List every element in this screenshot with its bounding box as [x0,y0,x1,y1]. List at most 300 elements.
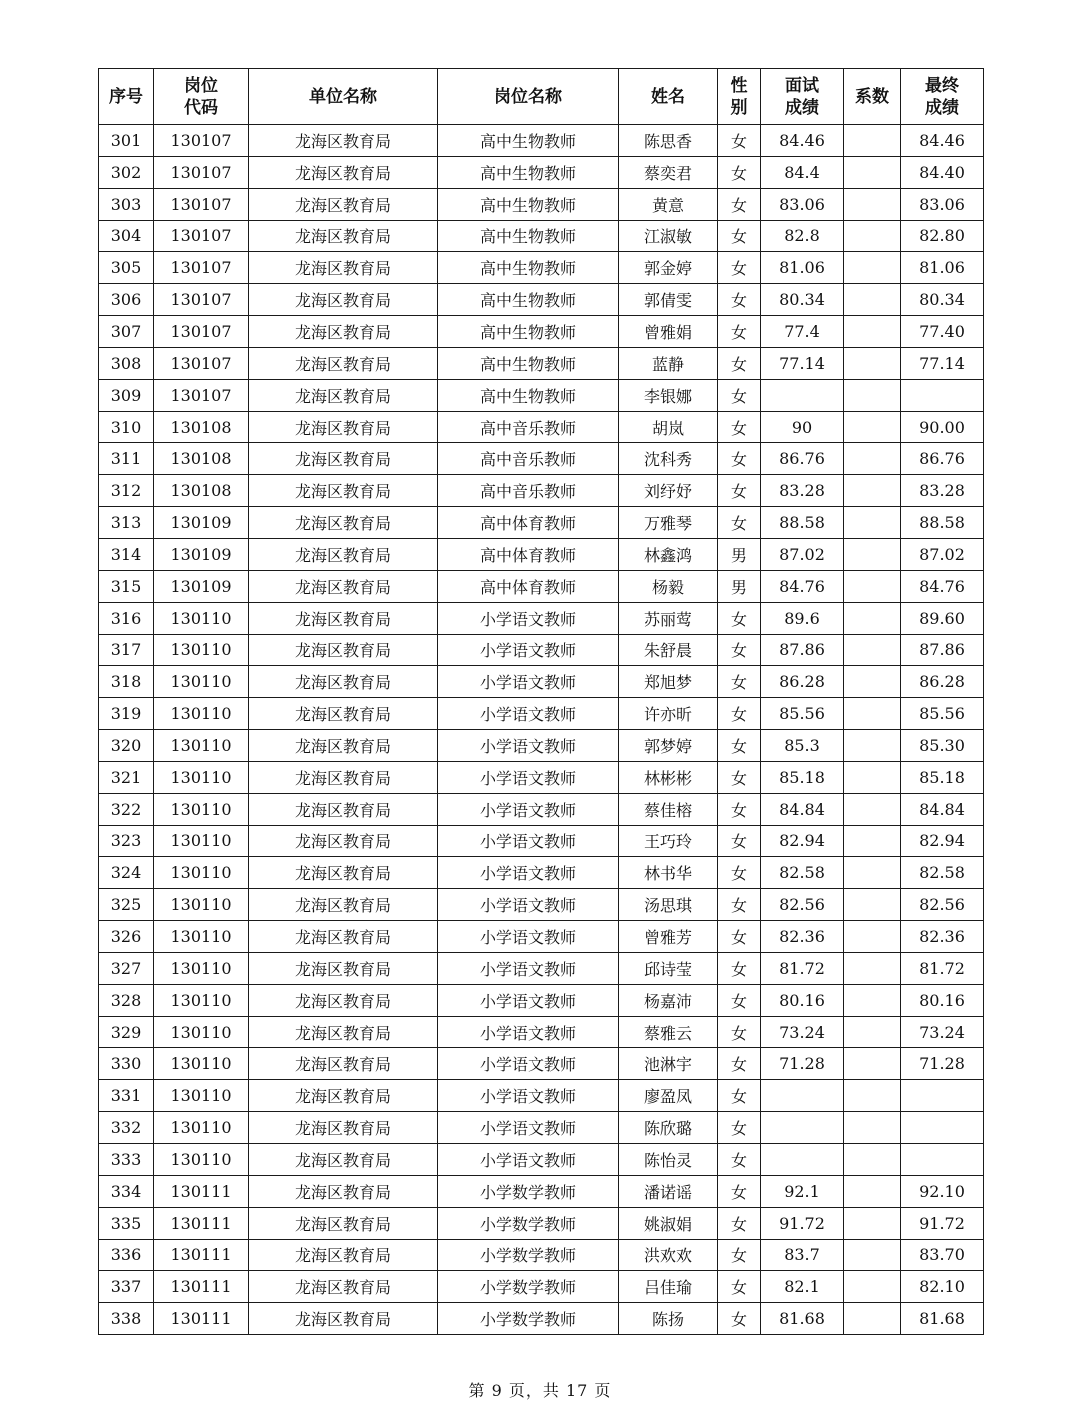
cell-unit: 龙海区教育局 [249,316,438,348]
cell-unit: 龙海区教育局 [249,1016,438,1048]
cell-interview: 83.06 [761,188,844,220]
cell-name: 廖盈凤 [619,1080,718,1112]
cell-coef [844,570,901,602]
cell-final: 77.14 [901,347,984,379]
cell-gender: 女 [718,1271,761,1303]
header-coef-label: 系数 [855,86,889,107]
table-row [99,698,984,730]
cell-final: 82.36 [901,921,984,953]
cell-gender: 女 [718,1207,761,1239]
cell-coef [844,984,901,1016]
cell-final: 82.56 [901,889,984,921]
cell-seq: 328 [99,984,154,1016]
cell-name: 刘纾妤 [619,475,718,507]
cell-coef [844,1112,901,1144]
cell-unit: 龙海区教育局 [249,761,438,793]
cell-seq: 333 [99,1144,154,1176]
cell-coef [844,1271,901,1303]
cell-interview: 83.7 [761,1239,844,1271]
table-row [99,188,984,220]
cell-gender: 女 [718,1239,761,1271]
cell-code: 130110 [154,921,249,953]
cell-coef [844,952,901,984]
cell-unit: 龙海区教育局 [249,411,438,443]
cell-position: 小学语文教师 [438,602,619,634]
cell-gender: 女 [718,1112,761,1144]
table-row [99,507,984,539]
cell-code: 130107 [154,188,249,220]
cell-seq: 326 [99,921,154,953]
cell-code: 130109 [154,507,249,539]
cell-interview [761,1112,844,1144]
cell-final: 82.80 [901,220,984,252]
table-row [99,220,984,252]
cell-gender: 女 [718,284,761,316]
cell-interview: 81.72 [761,952,844,984]
cell-gender: 女 [718,825,761,857]
cell-code: 130109 [154,538,249,570]
table-row [99,538,984,570]
cell-gender: 女 [718,1048,761,1080]
cell-name: 陈思香 [619,125,718,157]
cell-position: 高中体育教师 [438,507,619,539]
cell-final: 85.18 [901,761,984,793]
cell-coef [844,475,901,507]
cell-name: 吕佳瑜 [619,1271,718,1303]
cell-code: 130110 [154,889,249,921]
cell-unit: 龙海区教育局 [249,984,438,1016]
cell-interview: 84.76 [761,570,844,602]
cell-unit: 龙海区教育局 [249,634,438,666]
cell-code: 130110 [154,698,249,730]
cell-code: 130110 [154,666,249,698]
cell-gender: 女 [718,1175,761,1207]
cell-code: 130110 [154,984,249,1016]
cell-code: 130110 [154,602,249,634]
cell-seq: 310 [99,411,154,443]
cell-coef [844,1175,901,1207]
cell-coef [844,793,901,825]
cell-interview: 87.02 [761,538,844,570]
cell-interview: 82.1 [761,1271,844,1303]
table-row [99,1175,984,1207]
cell-interview: 85.18 [761,761,844,793]
cell-gender: 女 [718,921,761,953]
cell-gender: 女 [718,952,761,984]
table-row [99,316,984,348]
cell-unit: 龙海区教育局 [249,1207,438,1239]
cell-code: 130110 [154,1112,249,1144]
cell-name: 潘诺谣 [619,1175,718,1207]
cell-gender: 女 [718,188,761,220]
cell-position: 小学语文教师 [438,825,619,857]
cell-gender: 女 [718,889,761,921]
cell-code: 130110 [154,730,249,762]
cell-unit: 龙海区教育局 [249,347,438,379]
cell-coef [844,188,901,220]
header-interview-line1: 面试 [785,75,819,96]
cell-unit: 龙海区教育局 [249,1144,438,1176]
cell-name: 林彬彬 [619,761,718,793]
header-code-line1: 岗位 [184,75,218,96]
cell-name: 王巧玲 [619,825,718,857]
cell-code: 130107 [154,347,249,379]
cell-unit: 龙海区教育局 [249,666,438,698]
cell-unit: 龙海区教育局 [249,379,438,411]
cell-name: 林书华 [619,857,718,889]
cell-position: 高中音乐教师 [438,411,619,443]
cell-position: 小学语文教师 [438,1048,619,1080]
cell-name: 曾雅娟 [619,316,718,348]
table-row [99,252,984,284]
table-row [99,125,984,157]
cell-code: 130108 [154,475,249,507]
header-gender [718,69,761,125]
cell-coef [844,1207,901,1239]
cell-seq: 336 [99,1239,154,1271]
table-row [99,1239,984,1271]
cell-unit: 龙海区教育局 [249,1175,438,1207]
cell-seq: 329 [99,1016,154,1048]
cell-unit: 龙海区教育局 [249,156,438,188]
cell-gender: 女 [718,634,761,666]
cell-final: 86.28 [901,666,984,698]
cell-code: 130110 [154,825,249,857]
cell-interview: 84.4 [761,156,844,188]
cell-position: 高中生物教师 [438,220,619,252]
cell-unit: 龙海区教育局 [249,825,438,857]
cell-interview: 84.84 [761,793,844,825]
cell-name: 池淋宇 [619,1048,718,1080]
cell-code: 130107 [154,379,249,411]
cell-final: 81.68 [901,1303,984,1335]
cell-unit: 龙海区教育局 [249,1303,438,1335]
cell-position: 小学语文教师 [438,1144,619,1176]
cell-name: 洪欢欢 [619,1239,718,1271]
cell-name: 许亦昕 [619,698,718,730]
cell-gender: 女 [718,1080,761,1112]
header-row [99,69,984,125]
cell-position: 小学语文教师 [438,857,619,889]
table-row [99,1271,984,1303]
header-final-line1: 最终 [925,75,959,96]
cell-interview: 82.8 [761,220,844,252]
cell-seq: 331 [99,1080,154,1112]
cell-final: 85.56 [901,698,984,730]
cell-unit: 龙海区教育局 [249,443,438,475]
cell-gender: 女 [718,379,761,411]
header-seq-label: 序号 [109,86,143,107]
cell-position: 小学语文教师 [438,952,619,984]
cell-seq: 303 [99,188,154,220]
cell-final [901,1080,984,1112]
cell-name: 朱舒晨 [619,634,718,666]
cell-position: 高中生物教师 [438,284,619,316]
cell-interview: 82.58 [761,857,844,889]
cell-final: 81.06 [901,252,984,284]
cell-seq: 312 [99,475,154,507]
table-body [99,125,984,1335]
table-row [99,570,984,602]
cell-name: 陈欣璐 [619,1112,718,1144]
cell-seq: 332 [99,1112,154,1144]
header-code-line2: 代码 [184,97,218,118]
cell-name: 江淑敏 [619,220,718,252]
cell-code: 130107 [154,284,249,316]
table-row [99,379,984,411]
table-row [99,1048,984,1080]
cell-coef [844,1144,901,1176]
cell-position: 小学语文教师 [438,984,619,1016]
cell-final: 82.10 [901,1271,984,1303]
cell-position: 高中生物教师 [438,125,619,157]
cell-unit: 龙海区教育局 [249,252,438,284]
cell-interview: 91.72 [761,1207,844,1239]
cell-gender: 女 [718,761,761,793]
cell-interview: 82.56 [761,889,844,921]
header-final-line2: 成绩 [925,97,959,118]
table-row [99,1080,984,1112]
cell-gender: 女 [718,252,761,284]
page-footer: 第 9 页，共 17 页 [468,1381,612,1400]
cell-interview: 90 [761,411,844,443]
cell-code: 130107 [154,316,249,348]
cell-final: 88.58 [901,507,984,539]
cell-coef [844,761,901,793]
cell-seq: 309 [99,379,154,411]
cell-coef [844,1080,901,1112]
cell-final: 82.94 [901,825,984,857]
cell-coef [844,1048,901,1080]
cell-unit: 龙海区教育局 [249,220,438,252]
cell-final: 84.40 [901,156,984,188]
table-row [99,793,984,825]
cell-position: 小学语文教师 [438,793,619,825]
cell-seq: 302 [99,156,154,188]
cell-code: 130108 [154,443,249,475]
cell-interview: 88.58 [761,507,844,539]
cell-code: 130107 [154,156,249,188]
header-code [154,69,249,125]
cell-name: 陈扬 [619,1303,718,1335]
cell-final: 86.76 [901,443,984,475]
cell-interview: 81.68 [761,1303,844,1335]
table-row [99,1016,984,1048]
cell-coef [844,284,901,316]
cell-unit: 龙海区教育局 [249,1080,438,1112]
cell-position: 小学数学教师 [438,1239,619,1271]
cell-final: 87.02 [901,538,984,570]
cell-position: 高中音乐教师 [438,443,619,475]
cell-coef [844,156,901,188]
table-row [99,825,984,857]
cell-code: 130111 [154,1207,249,1239]
cell-seq: 337 [99,1271,154,1303]
cell-gender: 女 [718,443,761,475]
cell-name: 杨毅 [619,570,718,602]
cell-name: 蔡雅云 [619,1016,718,1048]
cell-seq: 304 [99,220,154,252]
header-unit [249,69,438,125]
cell-coef [844,1303,901,1335]
cell-gender: 女 [718,347,761,379]
cell-coef [844,825,901,857]
cell-unit: 龙海区教育局 [249,602,438,634]
cell-interview: 86.76 [761,443,844,475]
header-final [901,69,984,125]
table-row [99,921,984,953]
cell-unit: 龙海区教育局 [249,793,438,825]
cell-position: 高中生物教师 [438,316,619,348]
cell-final [901,1144,984,1176]
cell-coef [844,411,901,443]
cell-final [901,379,984,411]
table-row [99,889,984,921]
cell-gender: 女 [718,666,761,698]
cell-seq: 308 [99,347,154,379]
cell-seq: 307 [99,316,154,348]
cell-coef [844,1016,901,1048]
cell-unit: 龙海区教育局 [249,570,438,602]
header-unit-label: 单位名称 [309,86,377,107]
cell-position: 小学语文教师 [438,889,619,921]
cell-gender: 女 [718,1303,761,1335]
cell-coef [844,443,901,475]
cell-gender: 女 [718,1016,761,1048]
cell-interview: 83.28 [761,475,844,507]
cell-position: 高中音乐教师 [438,475,619,507]
cell-coef [844,889,901,921]
cell-position: 高中生物教师 [438,156,619,188]
cell-code: 130108 [154,411,249,443]
cell-name: 黄意 [619,188,718,220]
cell-interview: 87.86 [761,634,844,666]
cell-seq: 311 [99,443,154,475]
cell-unit: 龙海区教育局 [249,125,438,157]
cell-interview: 82.36 [761,921,844,953]
cell-unit: 龙海区教育局 [249,1271,438,1303]
table-row [99,284,984,316]
cell-seq: 306 [99,284,154,316]
cell-gender: 女 [718,730,761,762]
cell-gender: 男 [718,570,761,602]
cell-gender: 女 [718,125,761,157]
cell-gender: 女 [718,984,761,1016]
cell-final: 73.24 [901,1016,984,1048]
cell-code: 130111 [154,1239,249,1271]
cell-code: 130111 [154,1175,249,1207]
cell-name: 曾雅芳 [619,921,718,953]
cell-code: 130107 [154,220,249,252]
header-gender-line1: 性 [730,75,748,96]
table-row [99,1207,984,1239]
cell-interview [761,379,844,411]
cell-seq: 330 [99,1048,154,1080]
cell-position: 高中生物教师 [438,252,619,284]
cell-position: 小学语文教师 [438,1112,619,1144]
cell-unit: 龙海区教育局 [249,921,438,953]
cell-position: 小学数学教师 [438,1207,619,1239]
cell-position: 小学数学教师 [438,1303,619,1335]
cell-final: 71.28 [901,1048,984,1080]
cell-final: 83.70 [901,1239,984,1271]
cell-seq: 324 [99,857,154,889]
cell-name: 蔡奕君 [619,156,718,188]
cell-seq: 315 [99,570,154,602]
cell-coef [844,220,901,252]
cell-coef [844,666,901,698]
header-name [619,69,718,125]
cell-interview: 81.06 [761,252,844,284]
cell-code: 130110 [154,952,249,984]
cell-unit: 龙海区教育局 [249,475,438,507]
cell-coef [844,634,901,666]
cell-final: 84.76 [901,570,984,602]
cell-seq: 301 [99,125,154,157]
cell-position: 高中体育教师 [438,570,619,602]
cell-seq: 320 [99,730,154,762]
cell-code: 130110 [154,634,249,666]
cell-final: 84.46 [901,125,984,157]
results-table [98,68,984,1335]
header-coef [844,69,901,125]
cell-position: 小学语文教师 [438,730,619,762]
table-row [99,666,984,698]
cell-name: 郭金婷 [619,252,718,284]
table-row [99,857,984,889]
cell-name: 郑旭梦 [619,666,718,698]
cell-coef [844,857,901,889]
cell-seq: 323 [99,825,154,857]
table-row [99,156,984,188]
table-row [99,602,984,634]
cell-name: 姚淑娟 [619,1207,718,1239]
cell-final: 82.58 [901,857,984,889]
cell-seq: 305 [99,252,154,284]
cell-name: 杨嘉沛 [619,984,718,1016]
cell-coef [844,347,901,379]
cell-coef [844,316,901,348]
cell-name: 林鑫鸿 [619,538,718,570]
cell-final: 80.16 [901,984,984,1016]
cell-code: 130107 [154,252,249,284]
cell-name: 蓝静 [619,347,718,379]
cell-name: 苏丽莺 [619,602,718,634]
cell-interview: 86.28 [761,666,844,698]
cell-gender: 女 [718,698,761,730]
header-name-label: 姓名 [651,86,685,107]
cell-name: 陈怡灵 [619,1144,718,1176]
cell-unit: 龙海区教育局 [249,889,438,921]
table-row [99,1144,984,1176]
cell-unit: 龙海区教育局 [249,188,438,220]
cell-interview: 85.3 [761,730,844,762]
cell-coef [844,730,901,762]
table-row [99,475,984,507]
cell-unit: 龙海区教育局 [249,1112,438,1144]
cell-seq: 322 [99,793,154,825]
cell-code: 130110 [154,1048,249,1080]
cell-unit: 龙海区教育局 [249,698,438,730]
cell-gender: 女 [718,411,761,443]
header-interview [761,69,844,125]
cell-position: 小学语文教师 [438,666,619,698]
cell-code: 130111 [154,1303,249,1335]
cell-seq: 321 [99,761,154,793]
cell-unit: 龙海区教育局 [249,857,438,889]
cell-position: 小学语文教师 [438,761,619,793]
cell-final: 85.30 [901,730,984,762]
